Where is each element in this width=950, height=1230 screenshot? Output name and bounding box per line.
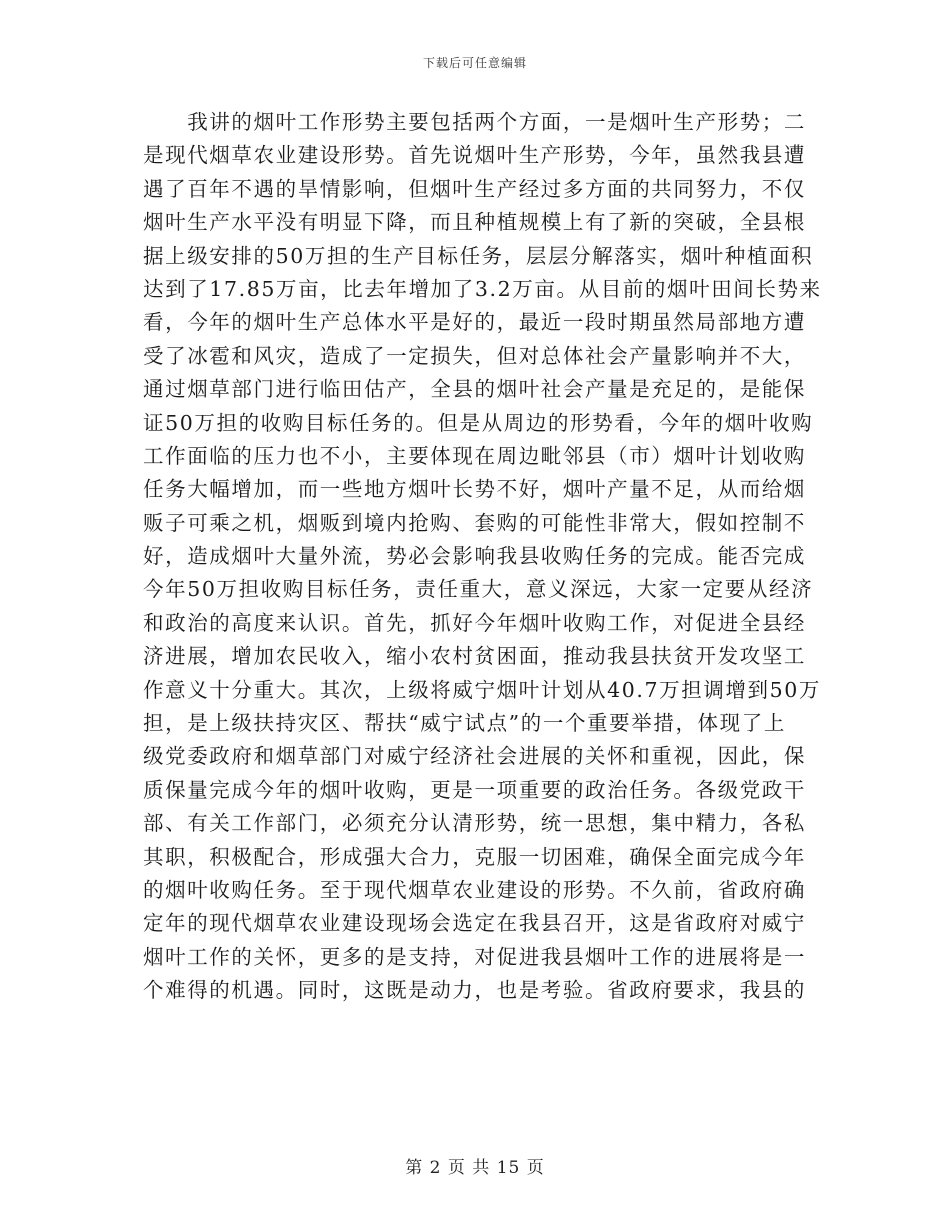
body-line: 是现代烟草农业建设形势。首先说烟叶生产形势，今年，虽然我县遭 <box>143 143 806 168</box>
body-line: 作意义十分重大。其次，上级将威宁烟叶计划从40.7万担调增到50万 <box>143 677 822 702</box>
body-line: 今年50万担收购目标任务，责任重大，意义深远，大家一定要从经济 <box>143 577 814 602</box>
body-line: 好，造成烟叶大量外流，势必会影响我县收购任务的完成。能否完成 <box>143 544 806 569</box>
body-line: 烟叶生产水平没有明显下降，而且种植规模上有了新的突破，全县根 <box>143 210 806 235</box>
body-line: 级党委政府和烟草部门对威宁经济社会进展的关怀和重视，因此，保 <box>143 744 806 769</box>
body-line: 遇了百年不遇的旱情影响，但烟叶生产经过多方面的共同努力，不仅 <box>143 176 806 201</box>
body-line: 工作面临的压力也不小，主要体现在周边毗邻县（市）烟叶计划收购 <box>143 443 806 468</box>
body-line: 定年的现代烟草农业建设现场会选定在我县召开，这是省政府对威宁 <box>143 911 806 936</box>
body-line: 济进展，增加农民收入，缩小农村贫困面，推动我县扶贫开发攻坚工 <box>143 644 806 669</box>
body-line: 据上级安排的50万担的生产目标任务，层层分解落实，烟叶种植面积 <box>143 243 814 268</box>
body-line: 我讲的烟叶工作形势主要包括两个方面，一是烟叶生产形势；二 <box>143 110 806 134</box>
body-line: 和政治的高度来认识。首先，抓好今年烟叶收购工作，对促进全县经 <box>143 610 806 635</box>
body-line: 达到了17.85万亩，比去年增加了3.2万亩。从目前的烟叶田间长势来 <box>143 276 822 301</box>
body-line: 看，今年的烟叶生产总体水平是好的，最近一段时期虽然局部地方遭 <box>143 310 806 335</box>
body-line: 其职，积极配合，形成强大合力，克服一切困难，确保全面完成今年 <box>143 844 806 869</box>
body-line: 个难得的机遇。同时，这既是动力，也是考验。省政府要求，我县的 <box>143 978 806 1003</box>
body-line: 的烟叶收购任务。至于现代烟草农业建设的形势。不久前，省政府确 <box>143 877 806 902</box>
body-line: 烟叶工作的关怀，更多的是支持，对促进我县烟叶工作的进展将是一 <box>143 944 806 969</box>
body-line: 担，是上级扶持灾区、帮扶“威宁试点”的一个重要举措，体现了上 <box>143 711 786 736</box>
body-line: 质保量完成今年的烟叶收购，更是一项重要的政治任务。各级党政干 <box>143 777 806 802</box>
body-line: 任务大幅增加，而一些地方烟叶长势不好，烟叶产量不足，从而给烟 <box>143 477 806 502</box>
body-line: 通过烟草部门进行临田估产，全县的烟叶社会产量是充足的，是能保 <box>143 377 806 402</box>
page-header: 下载后可任意编辑 <box>422 56 527 70</box>
body-line: 证50万担的收购目标任务的。但是从周边的形势看，今年的烟叶收购 <box>143 410 814 435</box>
body-line: 受了冰雹和风灾，造成了一定损失，但对总体社会产量影响并不大， <box>143 343 806 368</box>
document-body <box>143 106 822 1008</box>
body-line: 部、有关工作部门，必须充分认清形势，统一思想，集中精力，各私 <box>143 811 806 836</box>
body-line: 贩子可乘之机，烟贩到境内抢购、套购的可能性非常大，假如控制不 <box>143 510 806 535</box>
page-number-footer: 第 2 页 共 15 页 <box>405 1158 545 1178</box>
